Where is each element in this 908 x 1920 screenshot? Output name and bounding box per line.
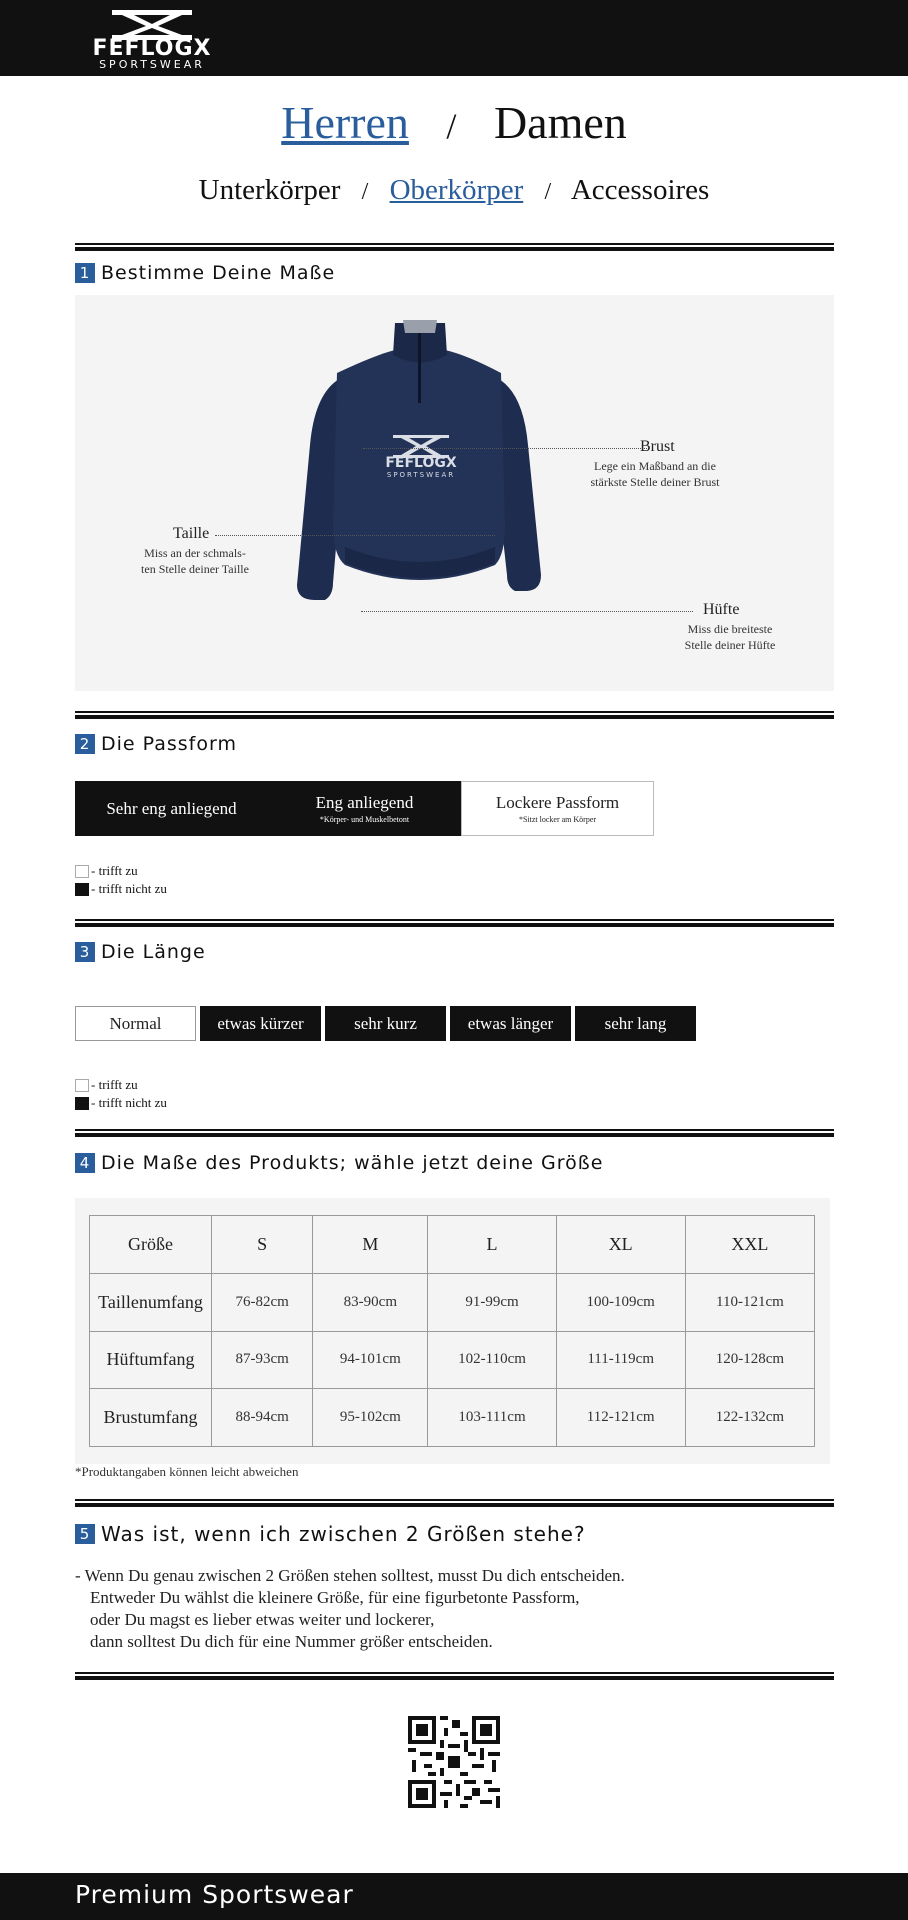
section-divider [75,1129,834,1137]
legend-full-label: - trifft nicht zu [91,881,167,896]
fit-option-label: Lockere Passform [495,793,620,812]
section-number: 5 [75,1524,95,1544]
brand-subtitle: SPORTSWEAR [99,58,205,71]
taille-text [115,545,275,577]
section-heading [75,262,335,284]
table-cell: 102-110cm [428,1331,556,1389]
category-nav [0,174,908,207]
huefte-text [655,621,805,653]
brust-title: Brust [640,438,675,455]
huefte-text-line: Miss die breiteste [687,622,773,636]
taille-line [215,535,495,536]
table-cell: 122-132cm [685,1389,814,1447]
fit-options [75,781,654,836]
table-header-cell: Größe [90,1216,212,1274]
length-option-sehr-lang[interactable]: sehr lang [575,1006,696,1041]
table-header-cell: L [428,1216,556,1274]
table-cell: 111-119cm [556,1331,685,1389]
table-cell: 88-94cm [212,1389,313,1447]
table-cell: 112-121cm [556,1389,685,1447]
section-number: 1 [75,263,95,283]
table-row [90,1389,815,1447]
length-option-etwas-laenger[interactable]: etwas länger [450,1006,571,1041]
table-header-cell: XXL [685,1216,814,1274]
brust-text [555,458,755,490]
length-legend [75,1076,167,1112]
section-number: 4 [75,1153,95,1173]
qr-code-icon[interactable] [408,1716,500,1808]
gender-nav [0,96,908,149]
huefte-title: Hüfte [703,601,740,618]
brust-line [363,448,649,449]
section-title: Die Maße des Produkts; wähle jetzt deine Größe [101,1152,604,1174]
huefte-line [361,611,693,612]
fit-option-sub: *Sitzt locker am Körper [518,815,597,824]
table-header-row [90,1216,815,1274]
size-advice-text [75,1565,625,1653]
table-cell: 100-109cm [556,1273,685,1331]
nav-separator: / [446,106,457,146]
table-cell: 110-121cm [685,1273,814,1331]
legend-empty-swatch [75,865,89,878]
section-title: Bestimme Deine Maße [101,262,336,284]
table-row [90,1273,815,1331]
section-title: Was ist, wenn ich zwischen 2 Größen stehe? [101,1522,586,1546]
fit-option-locker[interactable] [461,781,654,836]
section-divider [75,243,834,251]
fit-legend [75,862,167,898]
section-divider [75,1499,834,1507]
table-row-header: Taillenumfang [90,1273,212,1331]
brust-text-line: stärkste Stelle deiner Brust [590,475,720,489]
size-table-panel [75,1198,830,1464]
footer-bar [0,1873,908,1920]
svg-text:FEFLOGX: FEFLOGX [385,455,457,471]
length-option-sehr-kurz[interactable]: sehr kurz [325,1006,446,1041]
measurement-figure [75,295,834,691]
nav-unterkoerper-link[interactable]: Unterkörper [198,174,341,206]
table-row-header: Brustumfang [90,1389,212,1447]
taille-text-line: Miss an der schmals- [144,546,246,560]
nav-damen-link[interactable]: Damen [493,97,627,148]
length-option-normal[interactable]: Normal [75,1006,196,1041]
svg-text:SPORTSWEAR: SPORTSWEAR [386,471,456,479]
table-cell: 76-82cm [212,1273,313,1331]
huefte-text-line: Stelle deiner Hüfte [684,638,776,652]
section-heading [75,1152,603,1174]
section-number: 2 [75,734,95,754]
nav-oberkoerper-link[interactable]: Oberkörper [389,174,524,206]
advice-line: dann solltest Du dich für eine Nummer größer entscheiden. [90,1632,493,1651]
section-divider [75,711,834,719]
fit-option-label: Eng anliegend [315,793,414,812]
size-table [89,1215,815,1447]
table-cell: 95-102cm [313,1389,428,1447]
legend-full-swatch [75,883,89,896]
section-title: Die Passform [101,733,237,755]
table-cell: 91-99cm [428,1273,556,1331]
table-cell: 103-111cm [428,1389,556,1447]
taille-text-line: ten Stelle deiner Taille [141,562,249,576]
brand-name: FEFLOGX [92,36,212,61]
table-cell: 87-93cm [212,1331,313,1389]
legend-full-label: - trifft nicht zu [91,1095,167,1110]
advice-line: - Wenn Du genau zwischen 2 Größen stehen solltest, musst Du dich entscheiden. [75,1566,625,1585]
footer-tagline: Premium Sportswear [75,1880,354,1909]
advice-line: oder Du magst es lieber etwas weiter und lockerer, [90,1610,435,1629]
fit-option-sub: *Körper- und Muskelbetont [319,815,410,824]
table-header-cell: XL [556,1216,685,1274]
fit-option-label: Sehr eng anliegend [106,798,237,818]
section-heading [75,941,206,963]
table-cell: 120-128cm [685,1331,814,1389]
advice-line: Entweder Du wählst die kleinere Größe, für eine figurbetonte Passform, [90,1588,580,1607]
table-cell: 94-101cm [313,1331,428,1389]
brand-logo[interactable] [72,10,232,71]
section-divider [75,1672,834,1680]
table-footnote: *Produktangaben können leicht abweichen [75,1464,299,1479]
table-row [90,1331,815,1389]
length-option-etwas-kuerzer[interactable]: etwas kürzer [200,1006,321,1041]
nav-separator: / [544,179,552,205]
length-options [75,1006,700,1041]
header-bar [0,0,908,76]
table-header-cell: M [313,1216,428,1274]
section-heading [75,1522,586,1546]
table-header-cell: S [212,1216,313,1274]
nav-separator: / [361,179,369,205]
taille-title: Taille [173,525,210,542]
brust-text-line: Lege ein Maßband an die [594,459,716,473]
table-cell: 83-90cm [313,1273,428,1331]
fit-option-eng[interactable] [268,781,461,836]
legend-empty-label: - trifft zu [91,863,138,878]
nav-accessoires-link[interactable]: Accessoires [570,174,710,206]
section-divider [75,919,834,927]
legend-empty-swatch [75,1079,89,1092]
nav-herren-link[interactable]: Herren [281,97,409,148]
legend-empty-label: - trifft zu [91,1077,138,1092]
fit-option-sehr-eng[interactable] [75,781,268,836]
section-title: Die Länge [101,941,206,963]
legend-full-swatch [75,1097,89,1110]
section-number: 3 [75,942,95,962]
table-row-header: Hüftumfang [90,1331,212,1389]
section-heading [75,733,237,755]
